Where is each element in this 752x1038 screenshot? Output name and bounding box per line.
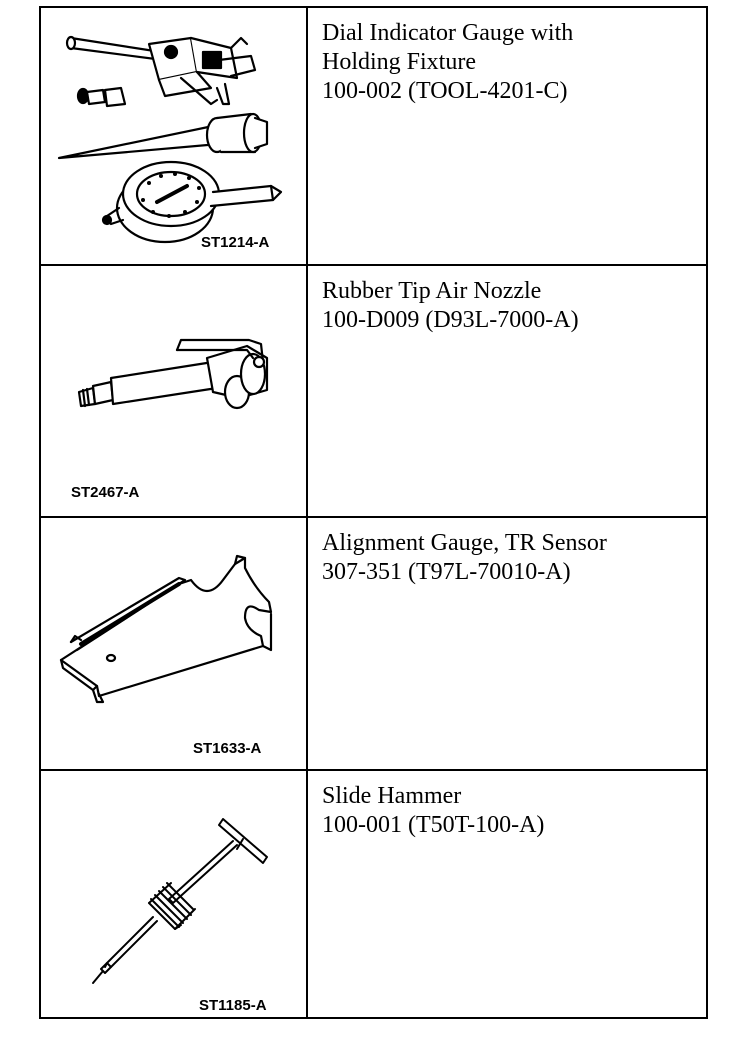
alignment-gauge-drawing [41, 518, 306, 769]
tool-name-line: Slide Hammer [322, 783, 462, 809]
figure-id: ST1633-A [193, 740, 262, 757]
tool-image-cell [41, 771, 308, 1017]
tool-description [322, 529, 698, 587]
tool-row-alignment-gauge [41, 518, 706, 771]
special-tools-table [39, 6, 708, 1019]
tool-description [322, 782, 698, 840]
tool-row-dial-indicator [41, 8, 706, 266]
tool-name-line: Holding Fixture [322, 49, 476, 75]
tool-image-cell [41, 8, 308, 264]
tool-name-line: Alignment Gauge, TR Sensor [322, 530, 607, 556]
figure-id: ST2467-A [71, 484, 140, 501]
tool-image-cell [41, 518, 308, 769]
tool-name-line: Dial Indicator Gauge with [322, 20, 574, 46]
tool-part-number: 307-351 (T97L-70010-A) [322, 559, 571, 585]
tool-image-cell [41, 266, 308, 516]
figure-id: ST1185-A [199, 997, 267, 1014]
tool-description [322, 277, 698, 335]
tool-part-number: 100-001 (T50T-100-A) [322, 812, 545, 838]
tool-name-line: Rubber Tip Air Nozzle [322, 278, 542, 304]
slide-hammer-drawing [41, 771, 306, 1017]
tool-row-slide-hammer [41, 771, 706, 1017]
dial-indicator-with-holding-fixture-drawing [41, 8, 306, 264]
tool-part-number: 100-D009 (D93L-7000-A) [322, 307, 579, 333]
figure-id: ST1214-A [201, 234, 270, 251]
air-nozzle-drawing [41, 266, 306, 516]
tool-row-air-nozzle [41, 266, 706, 518]
tool-part-number: 100-002 (TOOL-4201-C) [322, 78, 568, 104]
tool-description [322, 19, 698, 106]
